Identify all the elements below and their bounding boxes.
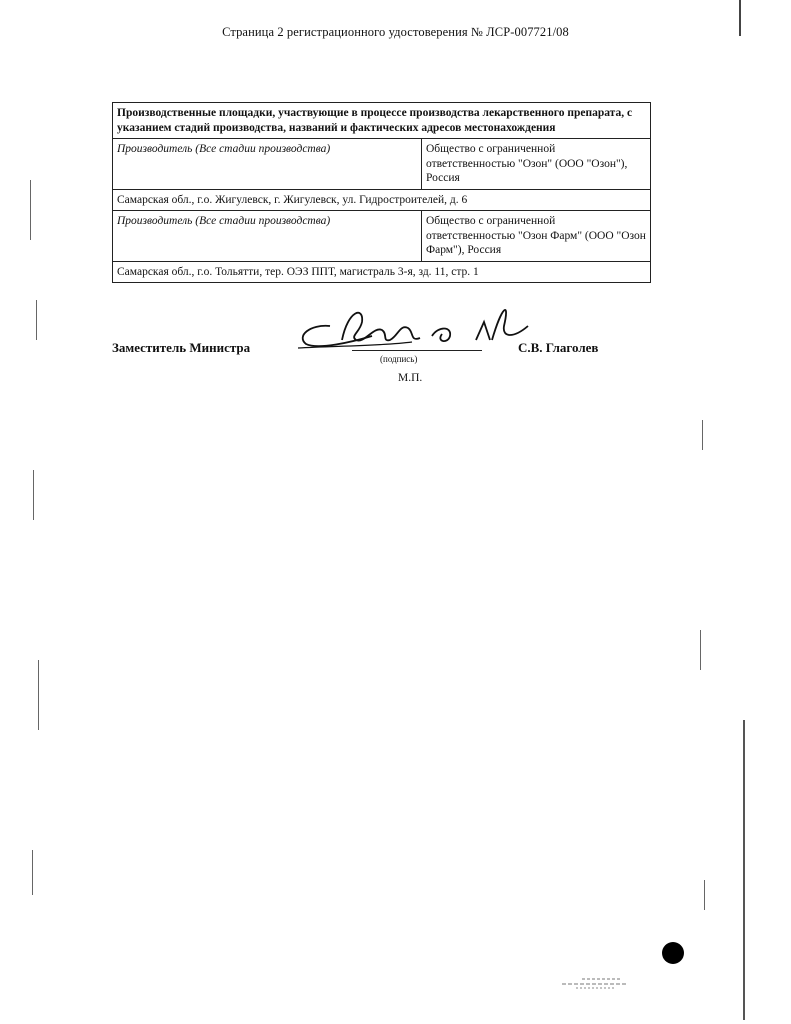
scan-mark [36, 300, 37, 340]
table-row [113, 139, 651, 190]
table-row [113, 211, 651, 262]
scan-mark [704, 880, 705, 910]
manufacturing-sites-table [112, 102, 651, 283]
stamp-place: М.П. [398, 372, 423, 384]
scan-mark [32, 850, 33, 895]
table-header-row [113, 103, 651, 139]
scan-noise-lines [562, 976, 630, 990]
table-row [113, 261, 651, 283]
scan-edge [743, 720, 745, 1020]
manufacturer-address: Самарская обл., г.о. Жигулевск, г. Жигулевск, ул. Гидростроителей, д. 6 [113, 189, 651, 211]
manufacturer-label: Производитель (Все стадии производства) [113, 139, 422, 190]
manufacturer-address: Самарская обл., г.о. Тольятти, тер. ОЭЗ ППТ, магистраль 3-я, зд. 11, стр. 1 [113, 261, 651, 283]
scan-edge [739, 0, 741, 36]
scan-mark [38, 660, 39, 730]
signature-block [112, 330, 652, 400]
scan-mark [702, 420, 703, 450]
manufacturer-name: Общество с ограниченной ответственностью "Озон Фарм" (ООО "Озон Фарм"), Россия [422, 211, 651, 262]
scan-mark [700, 630, 701, 670]
table-header-cell: Производственные площадки, участвующие в процессе производства лекарственного препарата, с указанием стадий производства, названий и фактических адресов местонахождения [113, 103, 651, 139]
manufacturer-label: Производитель (Все стадии производства) [113, 211, 422, 262]
position-title: Заместитель Министра [112, 340, 251, 355]
signer-name: С.В. Глаголев [518, 340, 599, 355]
scan-mark [30, 180, 31, 240]
table-row [113, 189, 651, 211]
signature-line [352, 350, 482, 351]
scan-mark [33, 470, 34, 520]
signature-caption: (подпись) [380, 354, 418, 364]
page-title: Страница 2 регистрационного удостоверения № ЛСР-007721/08 [222, 25, 569, 39]
manufacturer-name: Общество с ограниченной ответственностью "Озон" (ООО "Озон"), Россия [422, 139, 651, 190]
punch-hole-mark [662, 942, 684, 964]
